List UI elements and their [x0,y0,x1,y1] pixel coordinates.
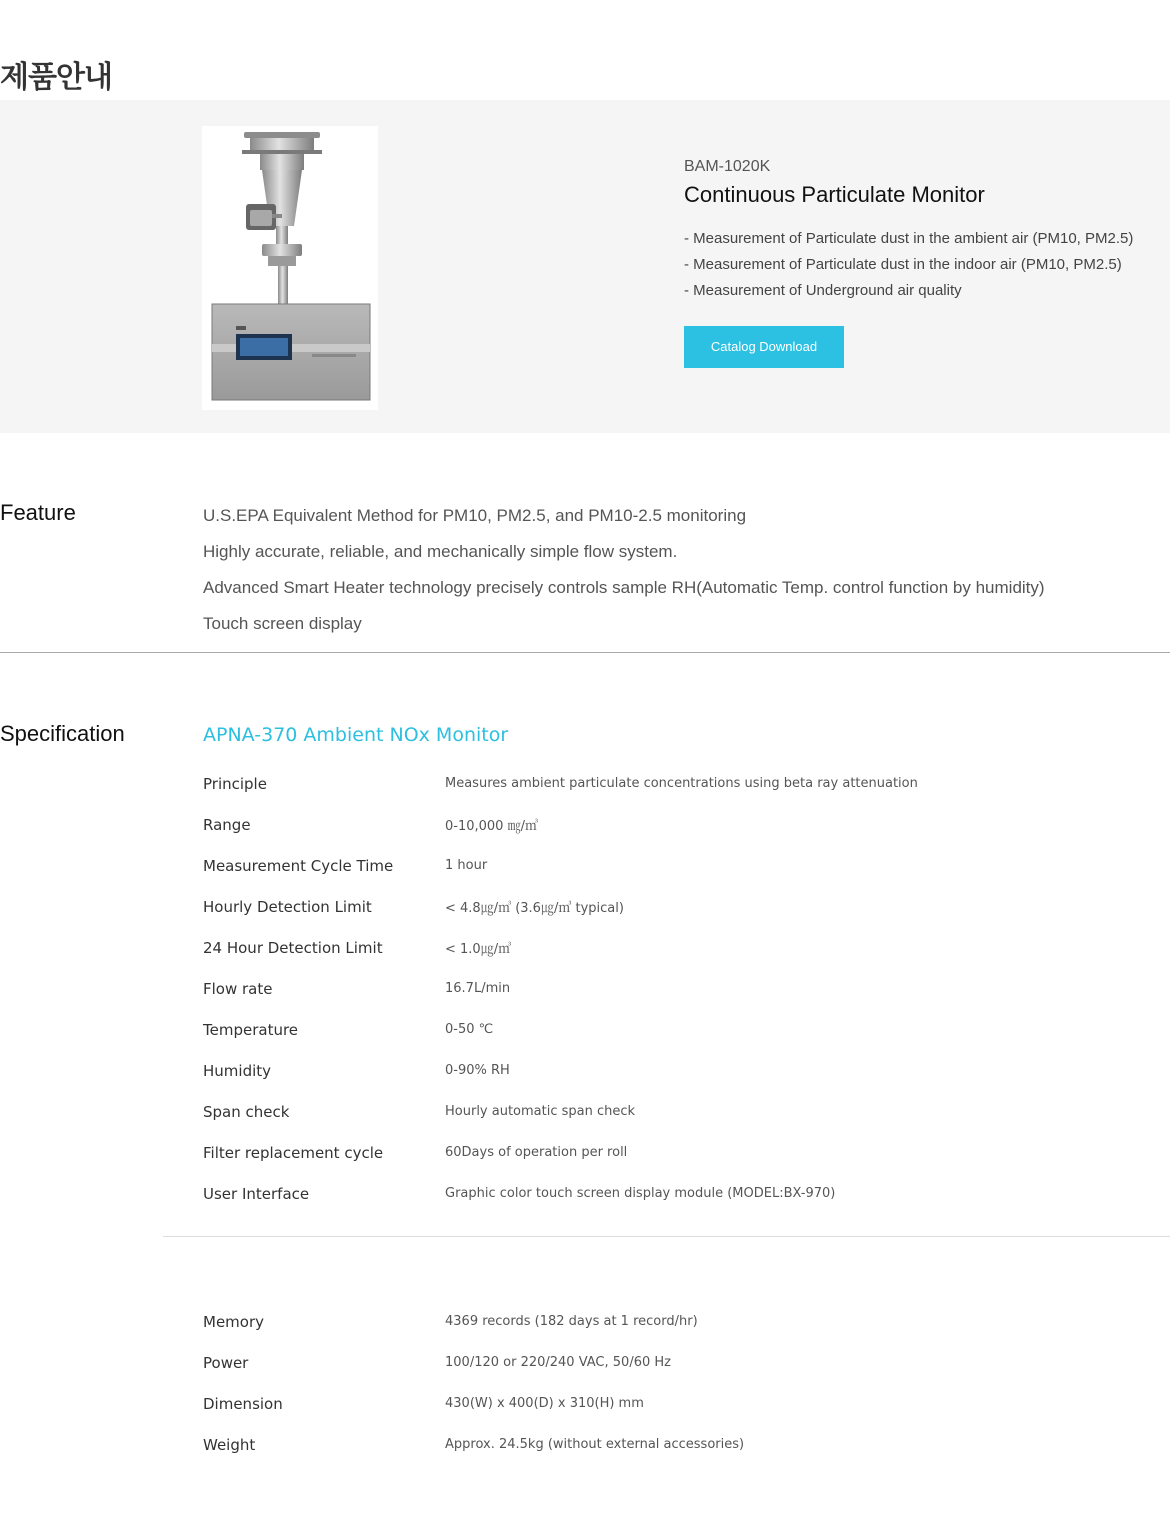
spec-row [203,968,1103,1009]
specification-label: Specification [0,721,125,746]
catalog-download-button[interactable]: Catalog Download [684,326,844,368]
product-use-item: - Measurement of Particulate dust in the indoor air (PM10, PM2.5) [684,256,1122,273]
monitor-illustration [202,126,378,410]
spec-row [203,804,1103,845]
spec-row [203,1301,1103,1342]
page-title: 제품안내 [0,60,112,95]
spec-title: APNA-370 Ambient NOx Monitor [203,724,509,746]
spec-row [203,1132,1103,1173]
spec-key: Power [203,1353,249,1372]
spec-row [203,1091,1103,1132]
spec-row [203,1342,1103,1383]
spec-row [203,845,1103,886]
feature-item: Advanced Smart Heater technology precisely controls sample RH(Automatic Temp. control function by humidity) [203,578,1045,597]
spec-value: Graphic color touch screen display module (MODEL:BX-970) [445,1186,836,1201]
spec-row [203,1173,1103,1214]
spec-key: Memory [203,1312,265,1331]
feature-item: Touch screen display [203,614,362,633]
spec-value: 430(W) x 400(D) x 310(H) mm [445,1396,644,1411]
spec-key: Principle [203,774,267,793]
spec-key: Hourly Detection Limit [203,897,372,916]
product-use-item: - Measurement of Particulate dust in the ambient air (PM10, PM2.5) [684,230,1134,247]
spec-value: 16.7L/min [445,981,511,996]
spec-value: Measures ambient particulate concentrations using beta ray attenuation [445,776,918,791]
spec-key: User Interface [203,1184,310,1203]
feature-label: Feature [0,500,76,525]
spec-value: Approx. 24.5kg (without external accessories) [445,1437,745,1452]
feature-item: Highly accurate, reliable, and mechanically simple flow system. [203,542,678,561]
spec-key: 24 Hour Detection Limit [203,938,383,957]
spec-table-extra [203,1301,1103,1465]
spec-value: 0-50 ℃ [445,1022,494,1037]
section-divider [0,652,1170,653]
spec-value: 0-90% RH [445,1063,510,1078]
spec-table [203,763,1103,1214]
spec-key: Range [203,815,251,834]
spec-value: 100/120 or 220/240 VAC, 50/60 Hz [445,1355,671,1370]
spec-key: Measurement Cycle Time [203,856,394,875]
spec-row [203,763,1103,804]
spec-value: < 1.0㎍/㎥ [445,942,512,957]
spec-key: Filter replacement cycle [203,1143,384,1162]
product-model: BAM-1020K [684,158,771,175]
spec-value: 0-10,000 ㎎/㎥ [445,819,538,834]
feature-list [203,498,1045,642]
product-hero [0,100,1170,433]
spec-row [203,1050,1103,1091]
product-use-list [684,226,1164,304]
spec-key: Humidity [203,1061,272,1080]
spec-key: Flow rate [203,979,273,998]
spec-key: Span check [203,1102,290,1121]
spec-key: Temperature [203,1020,299,1039]
product-use-item: - Measurement of Underground air quality [684,282,962,299]
spec-value: < 4.8㎍/㎥ (3.6㎍/㎥ typical) [445,901,624,916]
spec-value: 4369 records (182 days at 1 record/hr) [445,1314,698,1329]
feature-item: U.S.EPA Equivalent Method for PM10, PM2.5, and PM10-2.5 monitoring [203,506,747,525]
spec-value: 1 hour [445,858,488,873]
spec-value: Hourly automatic span check [445,1104,636,1119]
spec-value: 60Days of operation per roll [445,1145,628,1160]
spec-row [203,1424,1103,1465]
spec-key: Weight [203,1435,256,1454]
product-photo [202,126,378,410]
product-name: Continuous Particulate Monitor [684,182,985,207]
spec-divider [163,1236,1170,1237]
spec-row [203,1009,1103,1050]
spec-row [203,1383,1103,1424]
spec-row [203,886,1103,927]
spec-row [203,927,1103,968]
spec-key: Dimension [203,1394,283,1413]
product-info [684,158,1164,368]
